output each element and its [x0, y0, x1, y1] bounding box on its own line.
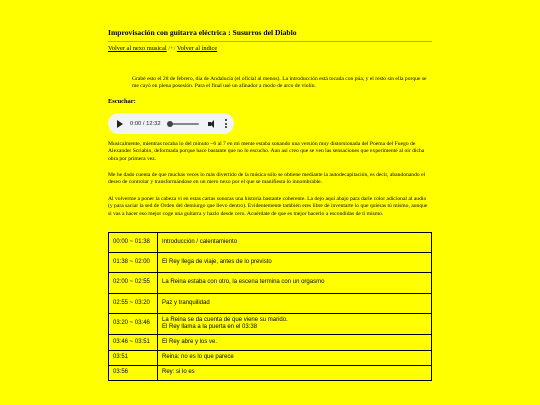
listen-label: Escuchar: [108, 98, 136, 105]
description-cell: La Reina se da cuenta de que viene su marido. El Rey llama a la puerta en el 03:38 [158, 314, 432, 335]
timeline-table [108, 232, 432, 381]
page-title: Improvisación con guitarra eléctrica : Susurros del Diablo [108, 28, 297, 37]
back-to-index-link[interactable]: Volver al índice [176, 45, 218, 52]
time-cell: 02:00 ~ 02:55 [109, 273, 158, 294]
paragraph-2: Me he dado cuenta de que muchas veces lo más divertido de la música sólo se obtiene mediante la autodecapitación, es decir, abandonando el deseo de controlar y transformándose en un mero nexo por el que se manifiesta lo innombrable. [108, 172, 426, 186]
description-cell: Introducción / calentamiento [158, 233, 432, 253]
table-row [109, 273, 432, 294]
audio-player[interactable] [108, 113, 234, 134]
table-row [109, 314, 432, 335]
description-cell: Reina: no es lo que parece [158, 351, 432, 366]
volume-icon[interactable] [208, 120, 216, 128]
table-row [109, 233, 432, 253]
player-time: 0:00 / 12:32 [130, 120, 161, 127]
table-row [109, 294, 432, 314]
intro-text: Grabé esto el 28 de febrero, día de Andalucía (el oficial al menos). La introducción está tocada con púa, y el resto sin ella porque se me cayó en plena posesión. Para el final usé un afinador a modo de arco de violín. [132, 76, 427, 90]
back-to-music-link[interactable]: Volver al nexo musical [108, 45, 167, 52]
time-cell: 03:51 [109, 351, 158, 366]
divider [108, 41, 432, 42]
table-row [109, 366, 432, 381]
table-row [109, 351, 432, 366]
time-cell: 02:55 ~ 03:20 [109, 294, 158, 314]
breadcrumb [108, 45, 217, 52]
table-row [109, 335, 432, 351]
paragraph-1: Musicalmente, mientras tocaba lo del minuto ~6 al 7 en mi mente estaba sonando una versión muy distorsionada del Poema del Fuego de Alexander Scriabin, deformada porque hace bastante que no lo escucho. Aun así creo que se ven las sensaciones que experimenté al oír dicha obra por primera vez. [108, 141, 425, 162]
play-icon[interactable] [117, 120, 123, 128]
time-cell: 03:20 ~ 03:46 [109, 314, 158, 335]
table-row [109, 253, 432, 273]
seek-slider[interactable] [169, 123, 199, 125]
description-cell: El Rey abre y los ve. [158, 335, 432, 351]
description-cell: El Rey llega de viaje, antes de lo previsto [158, 253, 432, 273]
time-cell: 00:00 ~ 01:38 [109, 233, 158, 253]
paragraph-3: Al volverme a poner la cabeza vi en estas cartas sonoras una historia bastante coherente. La dejo aquí abajo para darle color adicional al audio (y para saciar la sed de Orden del demiurgo que llevo dentro). Evidentemente también eres libre de inventarte lo que quieras tú mismo, aunque si vas a hacer eso mejor coge una guitarra y hazlo desde cero. Acuérdate de que es mejor hacerlo a escondidas de ti mismo. [108, 196, 428, 217]
time-cell: 03:56 [109, 366, 158, 381]
time-cell: 03:46 ~ 03:51 [109, 335, 158, 351]
description-cell: Paz y tranquilidad [158, 294, 432, 314]
time-cell: 01:38 ~ 02:00 [109, 253, 158, 273]
description-cell: La Reina estaba con otro, la escena termina con un orgasmo [158, 273, 432, 294]
nav-separator: /+/ [168, 45, 176, 52]
seek-knob[interactable] [167, 121, 173, 127]
more-options-icon[interactable] [225, 119, 227, 128]
description-cell: Rey: si lo es [158, 366, 432, 381]
